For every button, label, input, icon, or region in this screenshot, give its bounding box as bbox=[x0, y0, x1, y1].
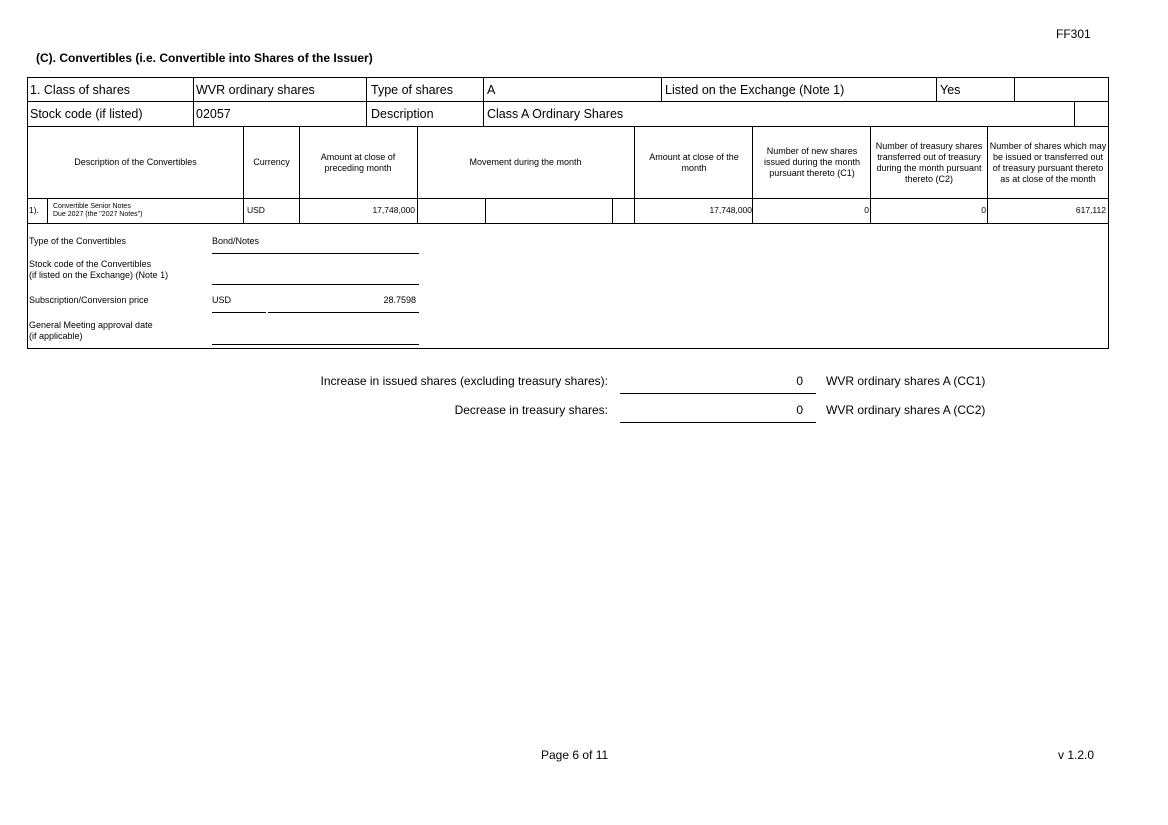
row-amount-close: 17,748,000 bbox=[709, 205, 752, 215]
class-of-shares-value: WVR ordinary shares bbox=[196, 83, 315, 97]
row-index: 1). bbox=[29, 205, 39, 215]
price-currency-underline bbox=[212, 312, 266, 313]
page-number: Page 6 of 11 bbox=[541, 748, 609, 762]
listed-value: Yes bbox=[940, 83, 961, 97]
stock-code-value: 02057 bbox=[196, 107, 231, 121]
type-of-shares-value: A bbox=[487, 83, 496, 97]
form-code: FF301 bbox=[1056, 27, 1091, 41]
gm-approval-underline bbox=[212, 344, 419, 345]
class-of-shares-label: 1. Class of shares bbox=[30, 83, 131, 97]
decrease-value: 0 bbox=[796, 403, 803, 417]
listed-label: Listed on the Exchange (Note 1) bbox=[665, 83, 845, 97]
version: v 1.2.0 bbox=[1058, 748, 1095, 762]
header-amount-close: Amount at close of the month bbox=[649, 151, 739, 173]
convertible-name-line1: Convertible Senior Notes bbox=[53, 203, 131, 210]
price-value: 28.7598 bbox=[383, 295, 416, 305]
price-currency: USD bbox=[212, 295, 232, 305]
description-label: Description bbox=[371, 107, 434, 121]
type-underline bbox=[212, 253, 419, 254]
header-treasury-transferred: Number of treasury shares transferred out of treasury during the month pursuant thereto (C2) bbox=[875, 140, 983, 184]
price-value-underline bbox=[268, 312, 419, 313]
increase-underline bbox=[620, 393, 816, 394]
row-currency: USD bbox=[247, 205, 265, 215]
header-description: Description of the Convertibles bbox=[74, 157, 197, 167]
header-new-shares: Number of new shares issued during the month pursuant thereto (C1) bbox=[763, 146, 861, 178]
convertible-name-line2: Due 2027 (the "2027 Notes") bbox=[53, 211, 143, 218]
gm-approval-label-2: (if applicable) bbox=[29, 331, 83, 341]
type-convertibles-value: Bond/Notes bbox=[212, 236, 260, 246]
stock-code-underline bbox=[212, 284, 419, 285]
stock-code-convertibles-label-1: Stock code of the Convertibles bbox=[29, 259, 152, 269]
section-title: (C). Convertibles (i.e. Convertible into Shares of the Issuer) bbox=[36, 51, 373, 65]
row-may-be-issued: 617,112 bbox=[1075, 205, 1106, 215]
header-movement: Movement during the month bbox=[469, 157, 582, 167]
decrease-label: Decrease in treasury shares: bbox=[454, 403, 608, 417]
row-treasury-transferred: 0 bbox=[981, 205, 986, 215]
price-label: Subscription/Conversion price bbox=[29, 295, 149, 305]
stock-code-convertibles-label-2: (if listed on the Exchange) (Note 1) bbox=[29, 270, 169, 280]
increase-unit: WVR ordinary shares A (CC1) bbox=[826, 374, 986, 388]
header-amount-prev: Amount at close of preceding month bbox=[320, 151, 396, 173]
header-currency: Currency bbox=[253, 157, 290, 167]
decrease-unit: WVR ordinary shares A (CC2) bbox=[826, 403, 986, 417]
type-of-shares-label: Type of shares bbox=[371, 83, 453, 97]
description-value: Class A Ordinary Shares bbox=[487, 107, 624, 121]
type-convertibles-label: Type of the Convertibles bbox=[29, 236, 127, 246]
increase-value: 0 bbox=[796, 374, 803, 388]
gm-approval-label-1: General Meeting approval date bbox=[29, 320, 153, 330]
row-amount-prev: 17,748,000 bbox=[372, 205, 415, 215]
decrease-underline bbox=[620, 422, 816, 423]
increase-label: Increase in issued shares (excluding treasury shares): bbox=[320, 374, 608, 388]
stock-code-label: Stock code (if listed) bbox=[30, 107, 143, 121]
header-may-be-issued: Number of shares which may be issued or transferred out of treasury pursuant thereto as at close of the month bbox=[989, 140, 1107, 184]
row-new-shares: 0 bbox=[864, 205, 869, 215]
